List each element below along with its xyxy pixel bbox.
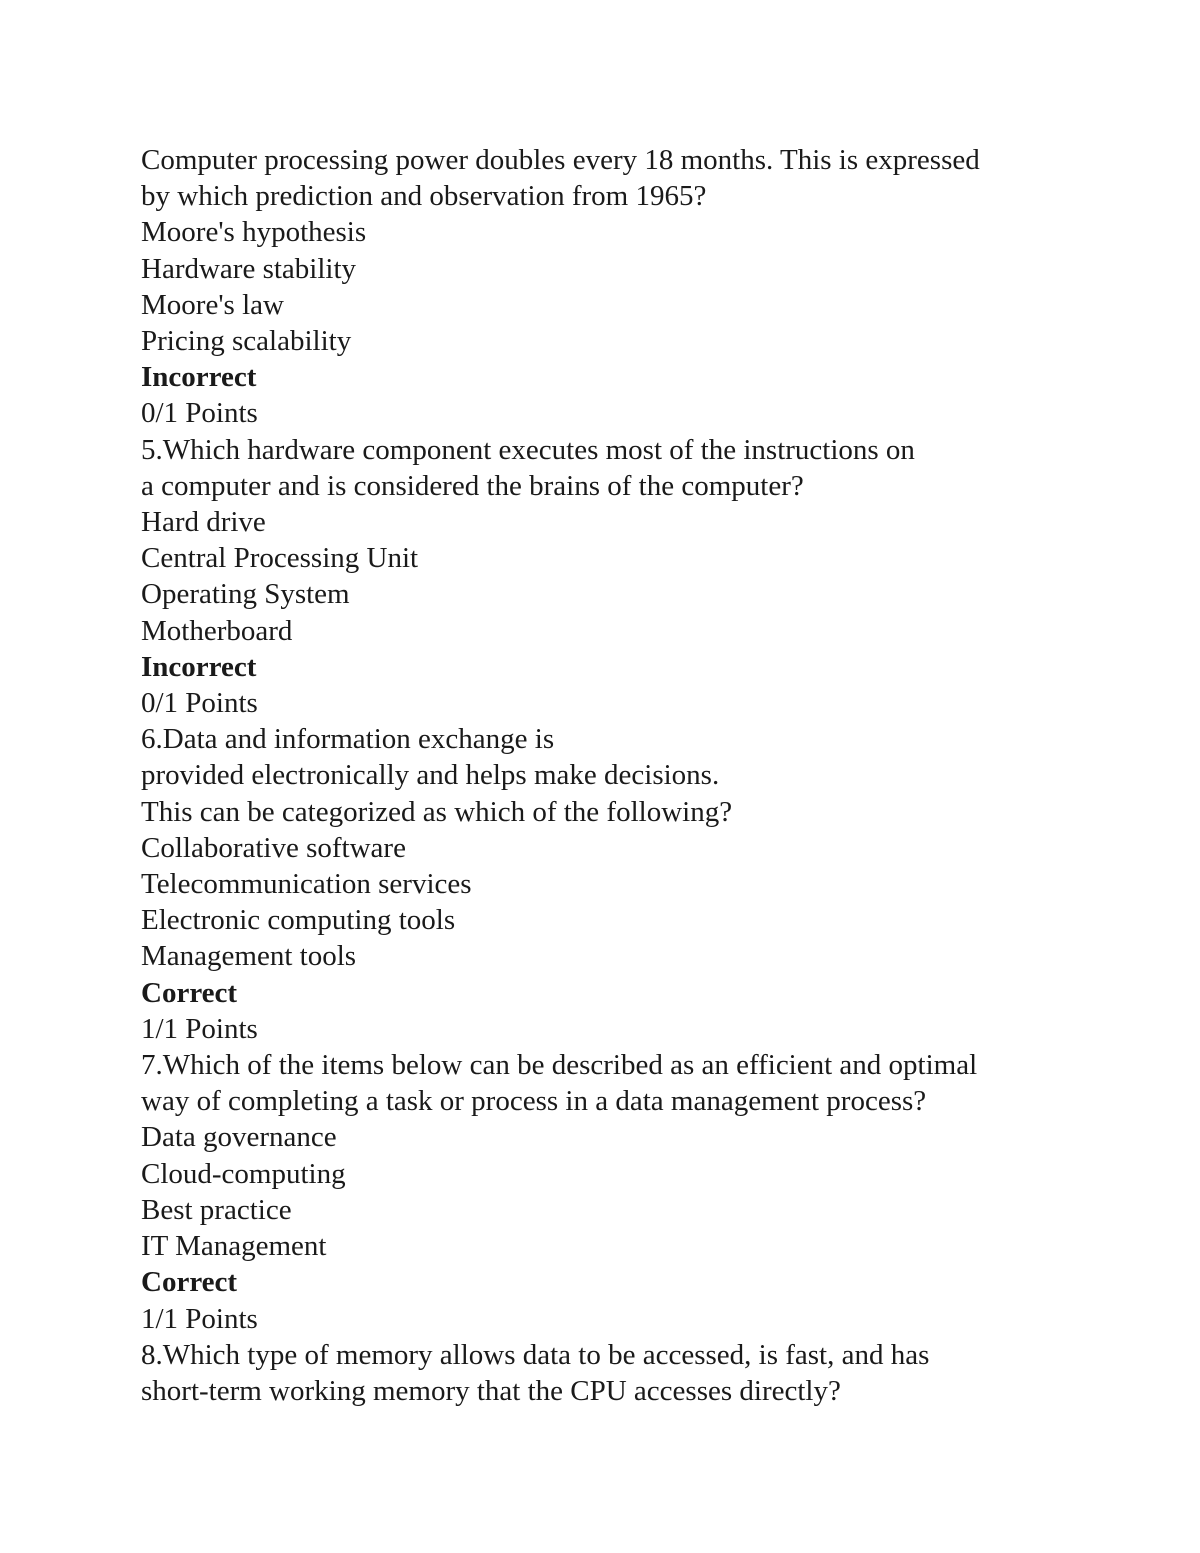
answer-option: Moore's law xyxy=(141,288,284,321)
question-block xyxy=(141,721,1081,1047)
question-text: by which prediction and observation from 1965? xyxy=(141,180,707,213)
question-text: This can be categorized as which of the following? xyxy=(141,795,733,828)
answer-option: Motherboard xyxy=(141,614,293,647)
result-status: Incorrect xyxy=(141,650,257,683)
question-block xyxy=(141,1047,1081,1337)
points-score: 0/1 Points xyxy=(141,687,258,720)
question-text: provided electronically and helps make decisions. xyxy=(141,759,720,792)
result-status: Correct xyxy=(141,976,238,1009)
answer-option: Operating System xyxy=(141,578,350,611)
result-status: Incorrect xyxy=(141,361,257,394)
question-block xyxy=(141,142,1081,432)
question-text: way of completing a task or process in a data management process? xyxy=(141,1085,927,1118)
question-block xyxy=(141,432,1081,722)
answer-option: Cloud-computing xyxy=(141,1157,346,1190)
points-score: 1/1 Points xyxy=(141,1012,258,1045)
question-text: a computer and is considered the brains of the computer? xyxy=(141,469,804,502)
question-text: 6.Data and information exchange is xyxy=(141,723,555,756)
answer-option: Collaborative software xyxy=(141,831,406,864)
answer-option: IT Management xyxy=(141,1230,327,1263)
answer-option: Hardware stability xyxy=(141,252,357,285)
points-score: 0/1 Points xyxy=(141,397,258,430)
question-text: Computer processing power doubles every 18 months. This is expressed xyxy=(141,144,980,176)
answer-option: Pricing scalability xyxy=(141,325,352,358)
answer-option: Data governance xyxy=(141,1121,337,1154)
question-text: short-term working memory that the CPU accesses directly? xyxy=(141,1374,841,1407)
answer-option: Central Processing Unit xyxy=(141,542,419,575)
question-block xyxy=(141,1337,1081,1409)
points-score: 1/1 Points xyxy=(141,1302,258,1335)
document-page xyxy=(141,142,1081,1409)
question-text: 5.Which hardware component executes most of the instructions on xyxy=(141,433,915,466)
answer-option: Electronic computing tools xyxy=(141,904,456,937)
answer-option: Moore's hypothesis xyxy=(141,216,367,249)
question-text: 8.Which type of memory allows data to be accessed, is fast, and has xyxy=(141,1338,930,1371)
answer-option: Management tools xyxy=(141,940,357,973)
answer-option: Best practice xyxy=(141,1193,292,1226)
result-status: Correct xyxy=(141,1266,238,1299)
question-text: 7.Which of the items below can be described as an efficient and optimal xyxy=(141,1049,978,1082)
answer-option: Telecommunication services xyxy=(141,868,472,901)
answer-option: Hard drive xyxy=(141,506,266,539)
